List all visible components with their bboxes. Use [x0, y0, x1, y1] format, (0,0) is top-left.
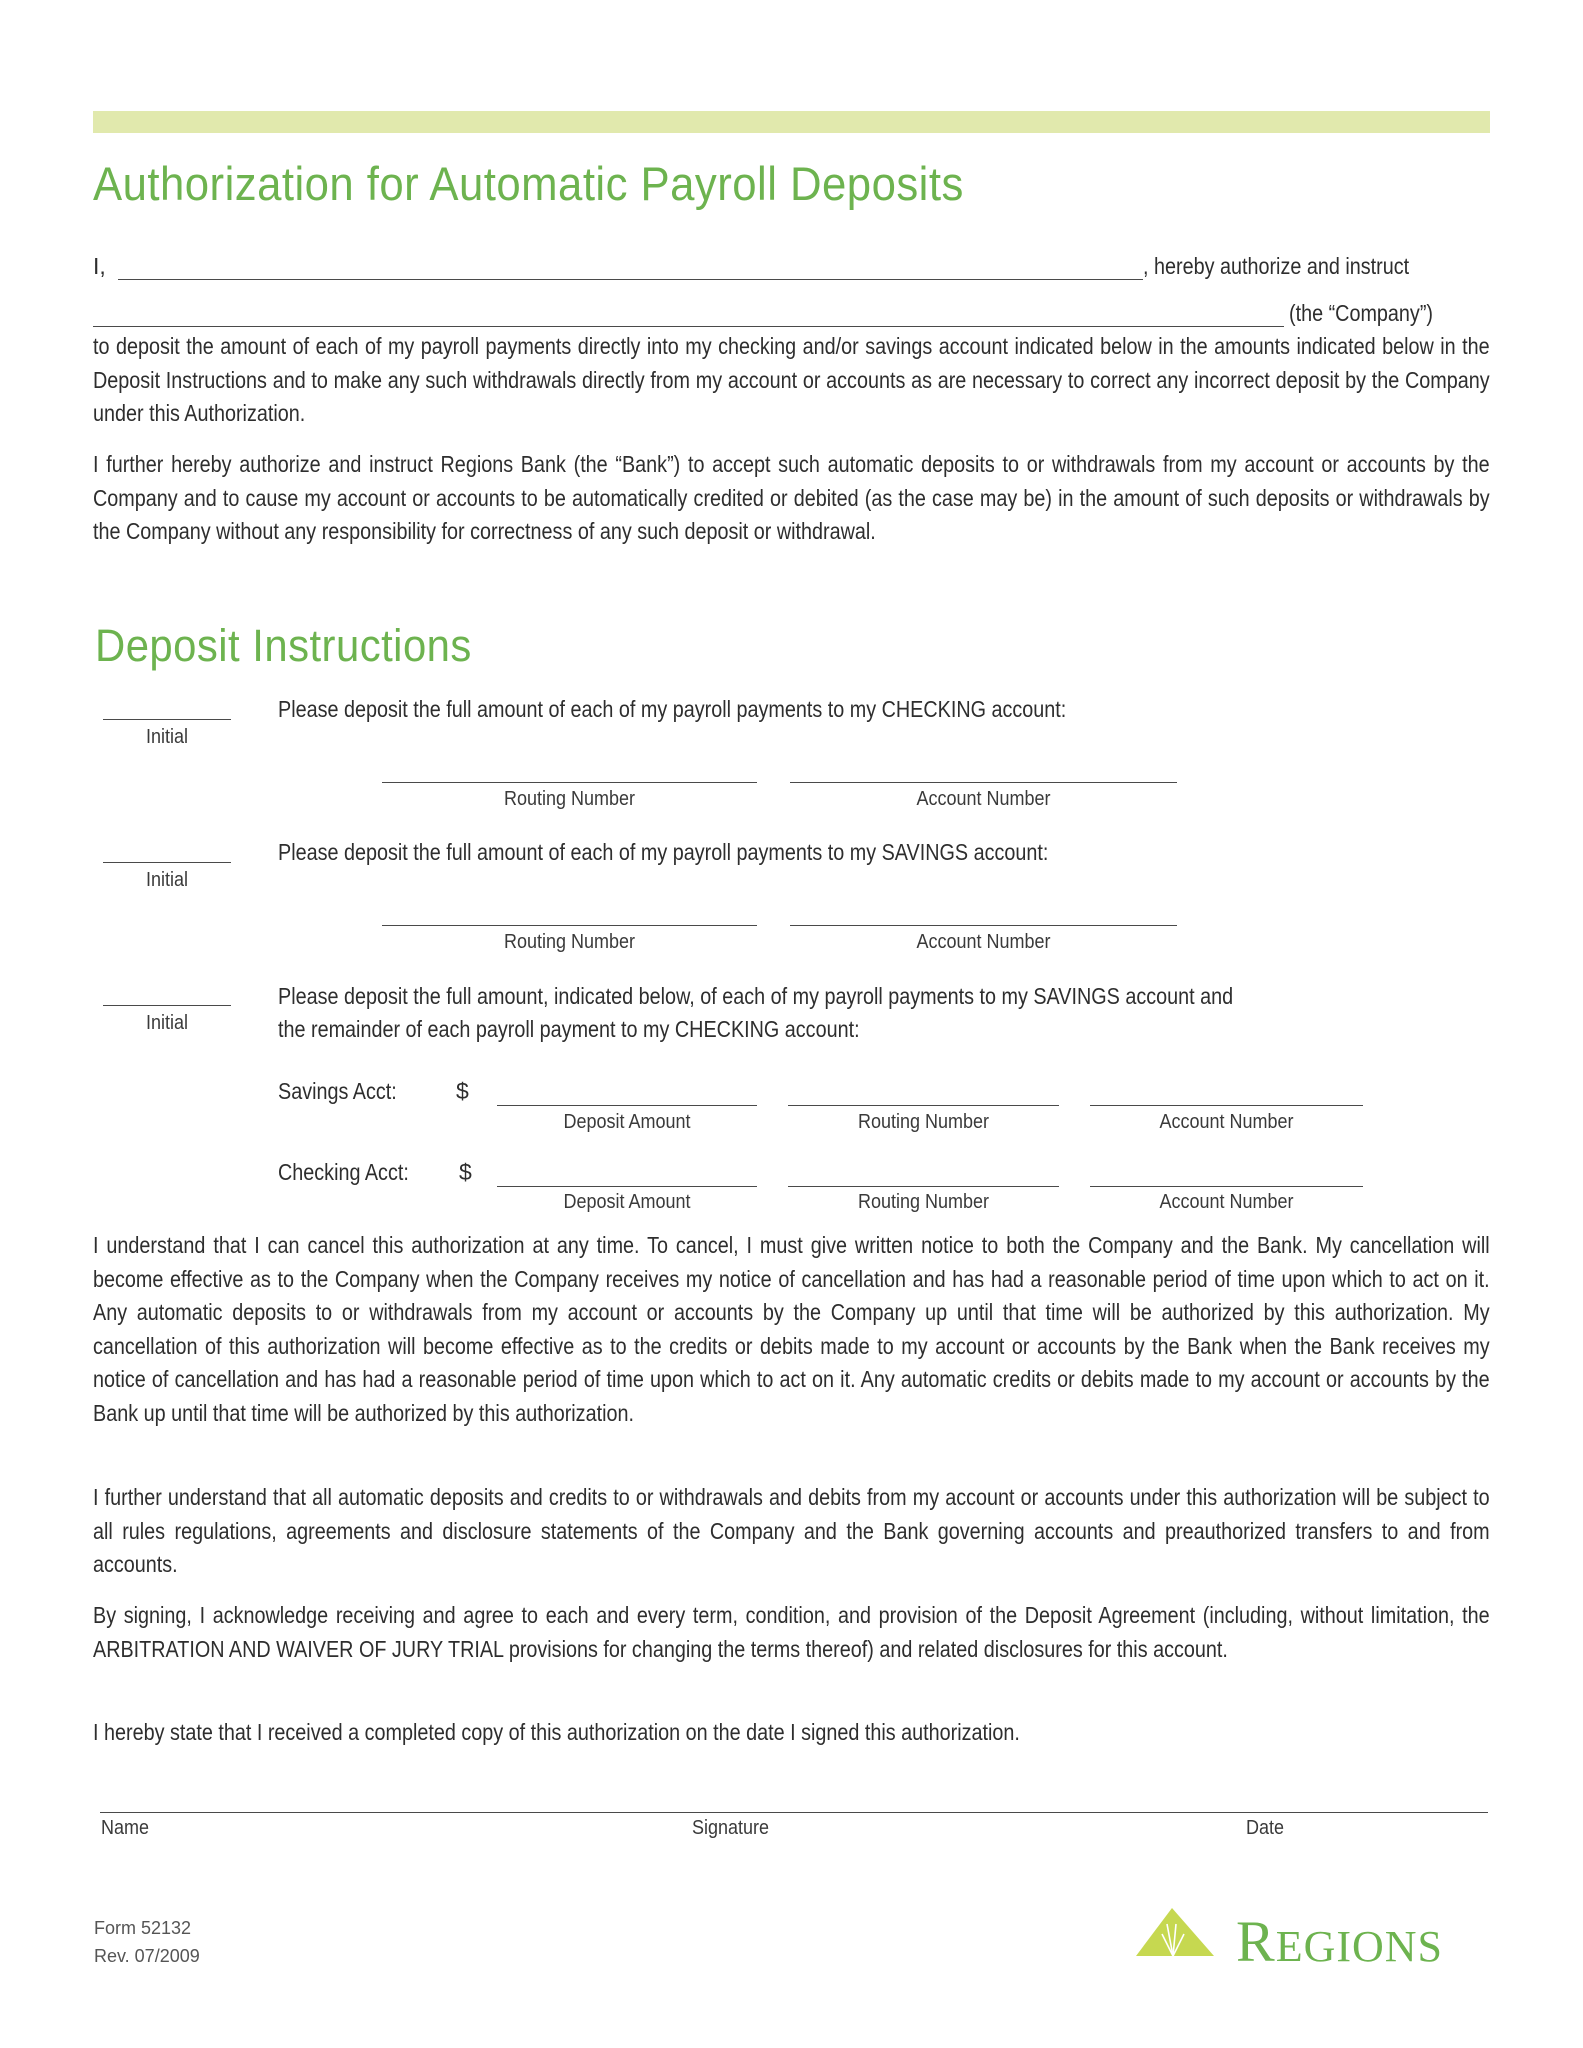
checking-split-account-field[interactable]: [1090, 1186, 1363, 1187]
terms-paragraph-agreement: [93, 1599, 1490, 1666]
regions-logo-text: [1236, 1908, 1443, 1975]
authorization-paragraph-1: [93, 330, 1490, 431]
dollar-sign: $: [459, 1159, 472, 1185]
employee-name-field[interactable]: [118, 279, 1143, 280]
checking-routing-number-field[interactable]: [382, 782, 757, 783]
authorization-paragraph-1-text: to deposit the amount of each of my payroll payments directly into my checking and/or savings account indicated below in the amounts indicated below in the Deposit Instructions and to make any such withdrawals directly from my account or accounts as are necessary to correct any incorrect deposit by the Company under this Authorization.: [93, 333, 1490, 426]
account-number-label: Account Number: [1159, 1191, 1294, 1213]
savings-split-routing-field[interactable]: [788, 1105, 1059, 1106]
signature-line[interactable]: [100, 1812, 1488, 1813]
terms-paragraph-copy-text: I hereby state that I received a completed copy of this authorization on the date I signed this authorization.: [93, 1719, 1020, 1745]
terms-paragraph-copy: [93, 1716, 1490, 1750]
terms-paragraph-agreement-text: By signing, I acknowledge receiving and agree to each and every term, condition, and provision of the Deposit Agreement (including, without limitation, the ARBITRATION AND WAIVER OF JURY TRIAL provisions for changing the terms thereof) and related disclosures for this account.: [93, 1602, 1490, 1662]
authorize-text: , hereby authorize and instruct: [1143, 253, 1410, 279]
checking-account-number-field[interactable]: [790, 782, 1177, 783]
initial-field-checking[interactable]: [103, 719, 231, 720]
account-number-label: Account Number: [916, 931, 1051, 953]
signature-label: Signature: [692, 1817, 770, 1839]
form-number: Form 52132: [94, 1918, 192, 1938]
routing-number-label: Routing Number: [503, 931, 636, 953]
header-band: [93, 111, 1490, 133]
option-checking-text: Please deposit the full amount of each of my payroll payments to my CHECKING account:: [278, 696, 1067, 722]
terms-paragraph-rules: [93, 1481, 1490, 1582]
authorization-prefix: I,: [93, 253, 106, 279]
option-split-text-line2: the remainder of each payroll payment to my CHECKING account:: [278, 1016, 860, 1042]
company-label: (the “Company”): [1289, 300, 1433, 326]
terms-paragraph-rules-text: I further understand that all automatic deposits and credits to or withdrawals and debits from my account or accounts under this authorization will be subject to all rules regulations, agreements and disclosure statements of the Company and the Bank governing accounts and preauthorized transfers to and from accounts.: [93, 1484, 1490, 1577]
savings-split-account-field[interactable]: [1090, 1105, 1363, 1106]
terms-paragraph-cancel: [93, 1229, 1490, 1430]
logo-initial: R: [1236, 1909, 1276, 1974]
logo-rest: EGIONS: [1275, 1922, 1444, 1971]
deposit-amount-label: Deposit Amount: [563, 1191, 691, 1213]
option-savings-text: Please deposit the full amount of each of my payroll payments to my SAVINGS account:: [278, 839, 1049, 865]
company-name-field[interactable]: [93, 326, 1284, 327]
checking-split-routing-field[interactable]: [788, 1186, 1059, 1187]
routing-number-label: Routing Number: [857, 1191, 990, 1213]
checking-acct-label: Checking Acct:: [278, 1159, 409, 1185]
form-revision: Rev. 07/2009: [94, 1946, 200, 1966]
routing-number-label: Routing Number: [503, 788, 636, 810]
account-number-label: Account Number: [916, 788, 1051, 810]
deposit-amount-label: Deposit Amount: [563, 1111, 691, 1133]
initial-label: Initial: [145, 869, 189, 891]
page-title: Authorization for Automatic Payroll Deposits: [93, 157, 964, 210]
checking-deposit-amount-field[interactable]: [497, 1186, 757, 1187]
account-number-label: Account Number: [1159, 1111, 1294, 1133]
initial-label: Initial: [145, 1012, 189, 1034]
option-split-text-line1: Please deposit the full amount, indicated below, of each of my payroll payments to my SAVINGS account and: [278, 983, 1234, 1009]
initial-label: Initial: [145, 726, 189, 748]
routing-number-label: Routing Number: [857, 1111, 990, 1133]
initial-field-split[interactable]: [103, 1005, 231, 1006]
savings-routing-number-field[interactable]: [382, 925, 757, 926]
initial-field-savings[interactable]: [103, 862, 231, 863]
authorization-paragraph-2: [93, 448, 1490, 549]
savings-account-number-field[interactable]: [790, 925, 1177, 926]
dollar-sign: $: [456, 1078, 469, 1104]
name-label: Name: [101, 1817, 150, 1839]
regions-logo-icon: [1136, 1906, 1216, 1958]
terms-paragraph-cancel-text: I understand that I can cancel this authorization at any time. To cancel, I must give written notice to both the Company and the Bank. My cancellation will become effective as to the Company when the Company receives my notice of cancellation and has had a reasonable period of time upon which to act on it. Any automatic deposits to or withdrawals from my account or accounts by the Company up until that time will be authorized by this authorization. My cancellation of this authorization will become effective as to the credits or debits made to my account or accounts by the Bank when the Bank receives my notice of cancellation and has had a reasonable period of time upon which to act on it. Any automatic credits or debits made to my account or accounts by the Bank up until that time will be authorized by this authorization.: [93, 1232, 1490, 1426]
date-label: Date: [1246, 1817, 1285, 1839]
savings-acct-label: Savings Acct:: [278, 1078, 397, 1104]
authorization-paragraph-2-text: I further hereby authorize and instruct Regions Bank (the “Bank”) to accept such automatic deposits to or withdrawals from my account or accounts by the Company and to cause my account or accounts to be automatically credited or debited (as the case may be) in the amount of such deposits or withdrawals by the Company without any responsibility for correctness of any such deposit or withdrawal.: [93, 451, 1490, 544]
deposit-instructions-title: Deposit Instructions: [95, 620, 472, 671]
savings-deposit-amount-field[interactable]: [497, 1105, 757, 1106]
